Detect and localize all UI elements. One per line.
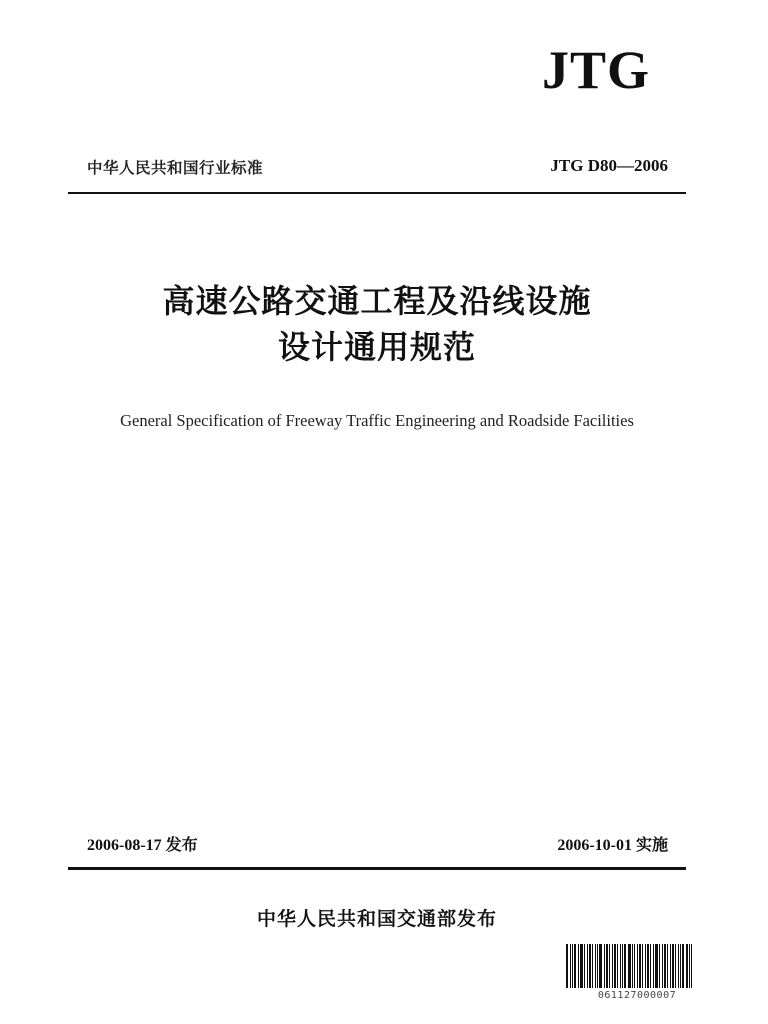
barcode-bar [672, 944, 674, 988]
barcode-bar [667, 944, 668, 988]
barcode-bar [578, 944, 579, 988]
standard-code: JTG D80—2006 [550, 156, 668, 175]
barcode-number: 061127000007 [597, 990, 677, 1001]
barcode-bar [655, 944, 658, 988]
barcode-bar [604, 944, 605, 988]
barcode-bar [622, 944, 623, 988]
barcode-bar [628, 944, 631, 988]
barcode-bar [680, 944, 681, 988]
barcode-bar [570, 944, 571, 988]
barcode-bar [670, 944, 671, 988]
barcode-bar [634, 944, 635, 988]
standard-category: 中华人民共和国行业标准 [87, 159, 264, 177]
top-divider [68, 192, 686, 194]
barcode-bar [595, 944, 596, 988]
barcode-bar [686, 944, 688, 988]
bottom-divider [68, 867, 686, 870]
barcode-bar [637, 944, 638, 988]
barcode-bar [587, 944, 588, 988]
barcode-bar [647, 944, 649, 988]
english-title: General Specification of Freeway Traffic Engineering and Roadside Facilities [120, 411, 634, 430]
barcode-bar [592, 944, 593, 988]
jtg-logo: JTG [541, 40, 650, 100]
publisher: 中华人民共和国交通部发布 [256, 908, 497, 930]
barcode-bar [650, 944, 651, 988]
barcode-bar [580, 944, 583, 988]
barcode-bar [620, 944, 621, 988]
barcode-bar [639, 944, 641, 988]
barcode-bar [653, 944, 654, 988]
barcode-bar [659, 944, 660, 988]
implementation-date: 2006-10-01 实施 [557, 837, 668, 854]
barcode-bar [589, 944, 591, 988]
barcode-bar [574, 944, 576, 988]
barcode-bar [689, 944, 690, 988]
issue-date: 2006-08-17 发布 [87, 837, 198, 854]
barcode-bar [614, 944, 616, 988]
title-line-2: 设计通用规范 [277, 328, 476, 366]
barcode-bar [642, 944, 643, 988]
barcode-bar [664, 944, 666, 988]
barcode-bar [617, 944, 618, 988]
barcode-bar [682, 944, 684, 988]
barcode-bar [606, 944, 608, 988]
barcode-bar [645, 944, 646, 988]
barcode [566, 944, 708, 988]
barcode-bar [609, 944, 610, 988]
barcode-bar [584, 944, 585, 988]
barcode-bar [632, 944, 633, 988]
barcode-bar [572, 944, 573, 988]
barcode-bar [675, 944, 676, 988]
barcode-bar [678, 944, 679, 988]
barcode-bar [566, 944, 568, 988]
title-line-1: 高速公路交通工程及沿线设施 [162, 282, 592, 320]
barcode-bar [662, 944, 663, 988]
barcode-bar [612, 944, 613, 988]
barcode-bar [599, 944, 602, 988]
barcode-bar [597, 944, 598, 988]
barcode-bar [624, 944, 626, 988]
barcode-bar [691, 944, 692, 988]
